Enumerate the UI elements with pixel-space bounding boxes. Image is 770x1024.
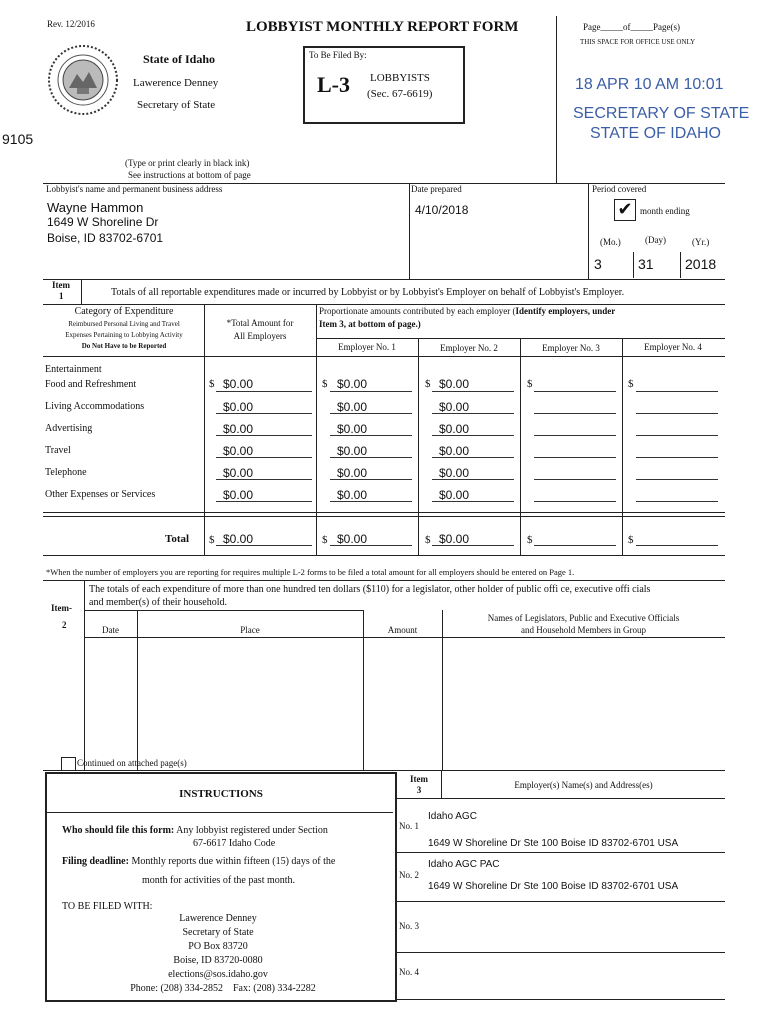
- item2-description-1: The totals of each expenditure of more than one hundred ten dollars ($110) for a legislator, other holder of public offi ce, executive offi cials: [89, 584, 651, 595]
- lobbyist-address-line1[interactable]: 1649 W Shoreline Dr: [47, 215, 159, 229]
- date-prepared-value[interactable]: 4/10/2018: [415, 203, 469, 217]
- employer-1-name[interactable]: Idaho AGC: [428, 811, 477, 822]
- office-divider: [556, 16, 557, 184]
- filing-deadline-2: month for activities of the past month.: [142, 875, 296, 886]
- amount-field-line: [636, 501, 718, 502]
- travel-employer-1[interactable]: $0.00: [337, 444, 368, 458]
- period-month[interactable]: 3: [594, 256, 602, 272]
- employer-2-address[interactable]: 1649 W Shoreline Dr Ste 100 Boise ID 83702-6701 USA: [428, 881, 679, 892]
- received-stamp-line2: STATE OF IDAHO: [590, 125, 721, 142]
- employer-4-header: Employer No. 4: [644, 342, 702, 352]
- dollar-sign: $: [527, 378, 533, 390]
- category-telephone: Telephone: [45, 467, 87, 478]
- form-title: LOBBYIST MONTHLY REPORT FORM: [246, 19, 519, 35]
- category-advertising: Advertising: [45, 423, 93, 434]
- amount-field-line: [534, 501, 616, 502]
- dollar-sign: $: [425, 534, 431, 546]
- employer-no-3: No. 3: [399, 921, 419, 931]
- advertising-employer-1[interactable]: $0.00: [337, 422, 368, 436]
- item3-header: Employer(s) Name(s) and Address(es): [514, 780, 653, 790]
- dollar-sign: $: [322, 534, 328, 546]
- col-amount: Amount: [387, 625, 418, 635]
- filing-deadline: Filing deadline: Monthly reports due within fifteen (15) days of the: [62, 856, 336, 867]
- page-count-label: Page_____of_____Page(s): [583, 22, 680, 32]
- dollar-sign: $: [209, 378, 215, 390]
- category-entertainment: Entertainment: [45, 364, 102, 375]
- amount-field-line: [330, 391, 412, 392]
- item3-label-cell: Item 3: [397, 770, 442, 798]
- employer-no-4: No. 4: [399, 967, 419, 977]
- who-should-file-code: 67-6617 Idaho Code: [193, 838, 276, 849]
- filed-with-label: TO BE FILED WITH:: [62, 901, 153, 912]
- col-date: Date: [102, 625, 119, 635]
- lobbyist-name[interactable]: Wayne Hammon: [47, 200, 144, 215]
- dollar-sign: $: [425, 378, 431, 390]
- amount-field-line: [636, 413, 718, 414]
- lobbyist-address-line2[interactable]: Boise, ID 83702-6701: [47, 231, 164, 245]
- filed-with-title: Secretary of State: [182, 927, 254, 938]
- period-covered-label: Period covered: [592, 184, 647, 194]
- employer-no-1: No. 1: [399, 821, 419, 831]
- employer-1-address[interactable]: 1649 W Shoreline Dr Ste 100 Boise ID 83702-6701 USA: [428, 838, 679, 849]
- continued-checkbox[interactable]: [61, 757, 76, 771]
- category-other: Other Expenses or Services: [45, 489, 156, 500]
- amount-field-line: [216, 391, 312, 392]
- telephone-total[interactable]: $0.00: [223, 466, 254, 480]
- employer-1-header: Employer No. 1: [338, 342, 396, 352]
- secretary-title: Secretary of State: [137, 99, 216, 111]
- category-living: Living Accommodations: [45, 401, 145, 412]
- item2-label: Item-: [51, 603, 72, 613]
- amount-field-line: [534, 479, 616, 480]
- travel-total[interactable]: $0.00: [223, 444, 254, 458]
- to-be-filed-label: To Be Filed By:: [309, 50, 367, 60]
- amount-field-line: [432, 391, 514, 392]
- period-year[interactable]: 2018: [685, 256, 717, 272]
- employer-2-name[interactable]: Idaho AGC PAC: [428, 859, 500, 870]
- item1-label: Item 1: [43, 280, 82, 304]
- amount-field-line: [534, 413, 616, 414]
- item1-description: Totals of all reportable expenditures made or incurred by Lobbyist or by Lobbyist's Employer on behalf of Lobbyist's Employer.: [111, 287, 625, 298]
- month-ending-label: month ending: [640, 206, 690, 216]
- grand-total[interactable]: $0.00: [223, 532, 254, 546]
- category-header: Category of Expenditure: [74, 306, 174, 317]
- amount-field-line: [534, 391, 616, 392]
- telephone-employer-2[interactable]: $0.00: [439, 466, 470, 480]
- received-stamp-datetime: 18 APR 10 AM 10:01: [575, 76, 724, 93]
- form-code: L-3: [317, 72, 350, 97]
- filed-with-po-box: PO Box 83720: [188, 941, 248, 952]
- employer-no-2: No. 2: [399, 870, 419, 880]
- advertising-total[interactable]: $0.00: [223, 422, 254, 436]
- state-seal-icon: [47, 44, 119, 116]
- amount-field-line: [636, 479, 718, 480]
- document-number: 9105: [2, 131, 34, 147]
- total-amount-header-1: *Total Amount for: [226, 318, 294, 328]
- total-employer-1[interactable]: $0.00: [337, 532, 368, 546]
- food-employer-1[interactable]: $0.00: [337, 377, 368, 391]
- living-employer-1[interactable]: $0.00: [337, 400, 368, 414]
- total-label: Total: [165, 533, 190, 545]
- received-stamp-line1: SECRETARY OF STATE: [573, 105, 750, 122]
- continued-label: Continued on attached page(s): [77, 758, 187, 768]
- food-employer-2[interactable]: $0.00: [439, 377, 470, 391]
- form-code-box: [303, 46, 465, 124]
- item2-number: 2: [62, 620, 67, 630]
- food-total[interactable]: $0.00: [223, 377, 254, 391]
- category-note-1: Reimbursed Personal Living and Travel: [68, 320, 180, 328]
- instructions-box: [45, 772, 397, 1002]
- living-employer-2[interactable]: $0.00: [439, 400, 470, 414]
- col-names-2: and Household Members in Group: [521, 625, 646, 635]
- lobbyist-address-label: Lobbyist's name and permanent business address: [46, 184, 223, 194]
- amount-field-line: [636, 435, 718, 436]
- ink-note: (Type or print clearly in black ink): [125, 158, 250, 168]
- office-use-note: THIS SPACE FOR OFFICE USE ONLY: [580, 38, 696, 46]
- dollar-sign: $: [628, 378, 634, 390]
- year-label: (Yr.): [692, 237, 710, 247]
- total-employer-2[interactable]: $0.00: [439, 532, 470, 546]
- col-place: Place: [240, 625, 260, 635]
- amount-field-line: [534, 457, 616, 458]
- other-total[interactable]: $0.00: [223, 488, 254, 502]
- instructions-title: INSTRUCTIONS: [179, 788, 263, 800]
- employer-2-header: Employer No. 2: [440, 343, 498, 353]
- other-employer-1[interactable]: $0.00: [337, 488, 368, 502]
- filed-with-city: Boise, ID 83720-0080: [173, 955, 263, 966]
- instructions-note: See instructions at bottom of page: [128, 170, 251, 180]
- advertising-employer-2[interactable]: $0.00: [439, 422, 470, 436]
- travel-employer-2[interactable]: $0.00: [439, 444, 470, 458]
- month-ending-checkbox[interactable]: ✔: [614, 199, 636, 221]
- period-day[interactable]: 31: [638, 256, 654, 272]
- dollar-sign: $: [628, 534, 634, 546]
- dollar-sign: $: [209, 534, 215, 546]
- col-names-1: Names of Legislators, Public and Executive Officials: [487, 613, 680, 623]
- total-amount-header-2: All Employers: [233, 331, 287, 341]
- dollar-sign: $: [322, 378, 328, 390]
- other-employer-2[interactable]: $0.00: [439, 488, 470, 502]
- category-note-3: Do Not Have to be Reported: [81, 342, 167, 350]
- category-food: Food and Refreshment: [45, 379, 137, 390]
- form-desc-1: LOBBYISTS: [370, 72, 430, 84]
- filed-with-name: Lawerence Denney: [179, 913, 257, 924]
- state-name: State of Idaho: [143, 52, 216, 66]
- proportionate-header-1: Proportionate amounts contributed by each employer (Identify employers, under: [319, 306, 616, 316]
- amount-field-line: [636, 391, 718, 392]
- amount-field-line: [534, 435, 616, 436]
- day-label: (Day): [645, 235, 666, 245]
- telephone-employer-1[interactable]: $0.00: [337, 466, 368, 480]
- filed-with-email[interactable]: elections@sos.idaho.gov: [168, 969, 268, 980]
- item2-description-2: and member(s) of their household.: [89, 597, 228, 608]
- filed-with-phone: Phone: (208) 334-2852 Fax: (208) 334-2282: [130, 983, 316, 994]
- amount-field-line: [636, 457, 718, 458]
- category-note-2: Expenses Pertaining to Lobbying Activity: [65, 331, 183, 339]
- revision-label: Rev. 12/2016: [47, 19, 95, 29]
- category-travel: Travel: [45, 445, 71, 456]
- employer-3-header: Employer No. 3: [542, 343, 600, 353]
- date-prepared-label: Date prepared: [411, 184, 462, 194]
- dollar-sign: $: [527, 534, 533, 546]
- secretary-name: Lawerence Denney: [133, 77, 219, 89]
- who-should-file: Who should file this form: Any lobbyist registered under Section: [62, 825, 328, 836]
- employers-footnote: *When the number of employers you are reporting for requires multiple L-2 forms to be filed a total amount for all employers should be entered on Page 1.: [46, 567, 575, 577]
- month-label: (Mo.): [600, 237, 621, 247]
- living-total[interactable]: $0.00: [223, 400, 254, 414]
- form-desc-2: (Sec. 67-6619): [367, 88, 433, 100]
- proportionate-header-2: Item 3, at bottom of page.): [319, 319, 421, 329]
